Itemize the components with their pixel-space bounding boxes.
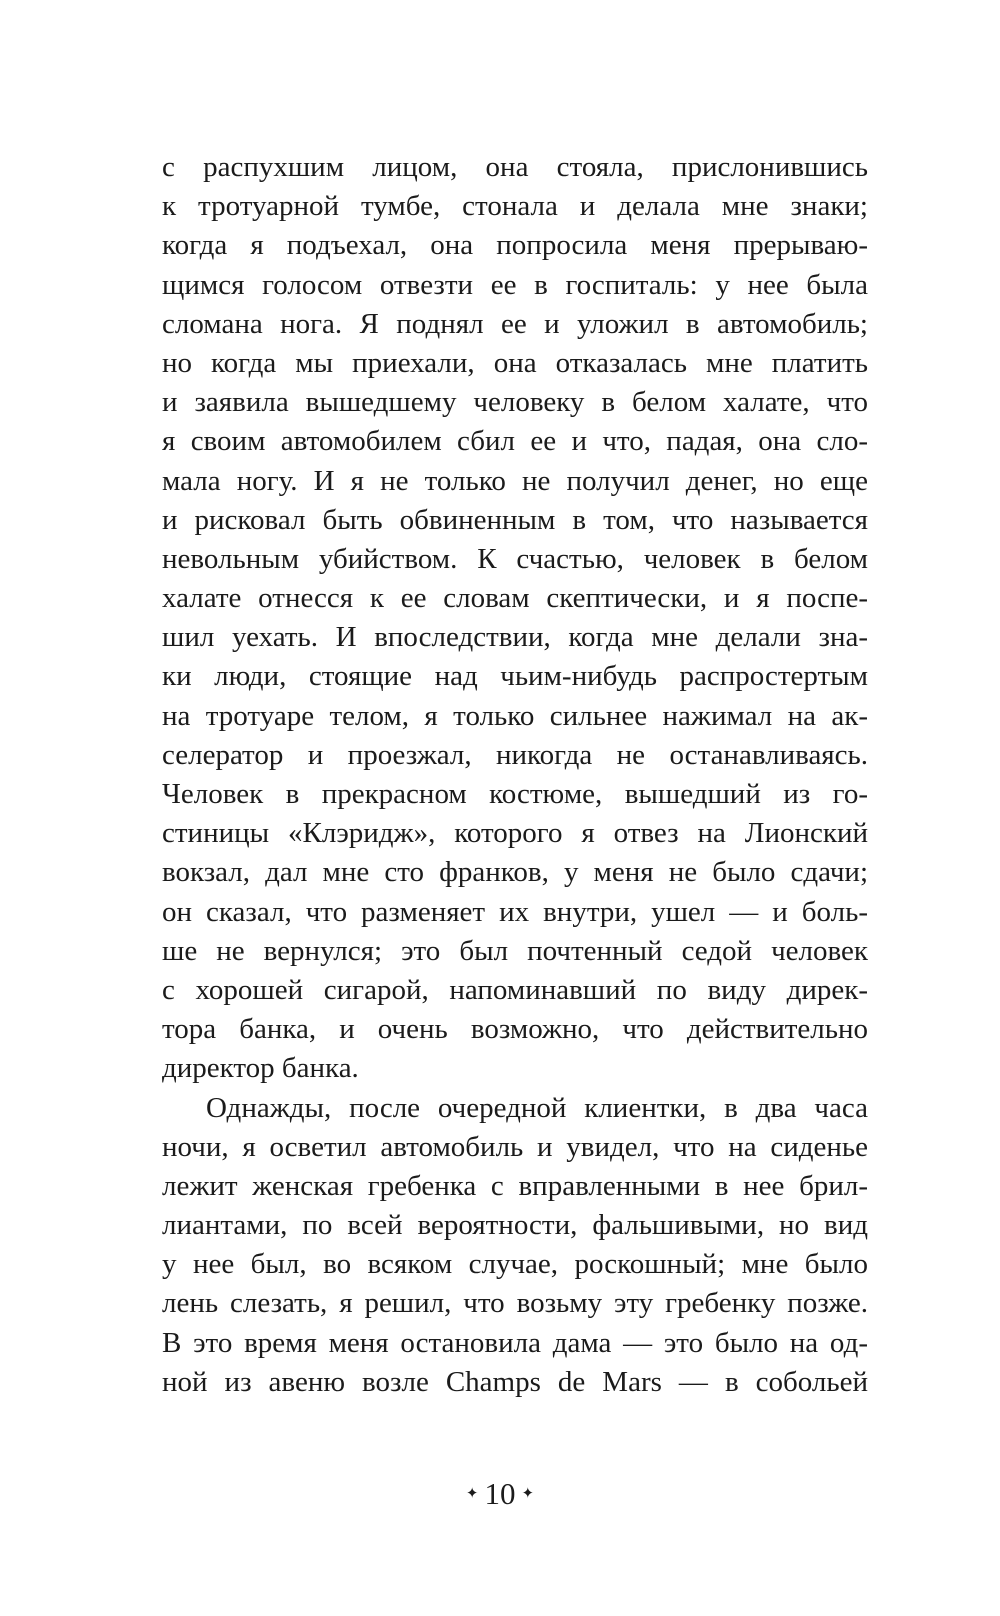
text-line: с распухшим лицом, она стояла, прислонившись <box>162 151 868 183</box>
text-line: лежит женская гребенка с вправленными в нее брил- <box>162 1169 868 1202</box>
text-line: но когда мы приехали, она отказалась мне платить <box>162 346 868 379</box>
text-line: у нее был, во всяком случае, роскошный; мне было <box>162 1248 868 1281</box>
text-line: ночи, я осветил автомобиль и увидел, что на сиденье <box>162 1130 868 1163</box>
text-line: вокзал, дал мне сто франков, у меня не было сдачи; <box>162 856 868 889</box>
text-line: когда я подъехал, она попросила меня прерываю- <box>162 229 868 262</box>
text-line: халате отнесся к ее словам скептически, и я поспе- <box>162 582 868 615</box>
text-line: директор банка. <box>162 1052 359 1085</box>
text-line: и рисковал быть обвиненным в том, что называется <box>162 503 868 536</box>
text-line: мала ногу. И я не только не получил денег, но еще <box>162 464 868 497</box>
text-line: стиницы «Клэридж», которого я отвез на Лионский <box>162 817 868 850</box>
body-text <box>162 148 868 1402</box>
text-line: тора банка, и очень возможно, что действительно <box>162 1013 868 1046</box>
ornament-left-icon: ✦ <box>465 1485 479 1502</box>
text-line: ше не вернулся; это был почтенный седой человек <box>162 934 868 967</box>
text-line: шил уехать. И впоследствии, когда мне делали зна- <box>162 621 868 654</box>
text-line: с хорошей сигарой, напоминавший по виду дирек- <box>162 973 868 1006</box>
text-line: на тротуаре телом, я только сильнее нажимал на ак- <box>162 699 868 732</box>
text-line: он сказал, что разменяет их внутри, ушел — и боль- <box>162 895 868 928</box>
text-line: В это время меня остановила дама — это было на од- <box>162 1326 868 1359</box>
text-line: ки люди, стоящие над чьим-нибудь распростертым <box>162 660 868 693</box>
text-line: лень слезать, я решил, что возьму эту гребенку позже. <box>162 1287 868 1320</box>
text-line: лиантами, по всей вероятности, фальшивыми, но вид <box>162 1209 868 1242</box>
text-line: щимся голосом отвезти ее в госпиталь: у нее была <box>162 268 868 301</box>
text-line: я своим автомобилем сбил ее и что, падая, она сло- <box>162 425 868 458</box>
text-line: невольным убийством. К счастью, человек в белом <box>162 542 868 575</box>
text-line: ной из авеню возле Champs de Mars — в собольей <box>162 1365 868 1398</box>
page-footer <box>0 1474 1000 1517</box>
text-line: селератор и проезжал, никогда не останавливаясь. <box>162 738 868 771</box>
text-line: Человек в прекрасном костюме, вышедший из го- <box>162 778 868 810</box>
text-line: к тротуарной тумбе, стонала и делала мне знаки; <box>162 190 868 223</box>
text-line: сломана нога. Я поднял ее и уложил в автомобиль; <box>162 307 868 340</box>
page-number: 10 <box>484 1476 516 1511</box>
text-line: и заявила вышедшему человеку в белом халате, что <box>162 386 868 419</box>
text-line: Однажды, после очередной клиентки, в два часа <box>206 1091 868 1124</box>
ornament-right-icon: ✦ <box>521 1485 535 1502</box>
